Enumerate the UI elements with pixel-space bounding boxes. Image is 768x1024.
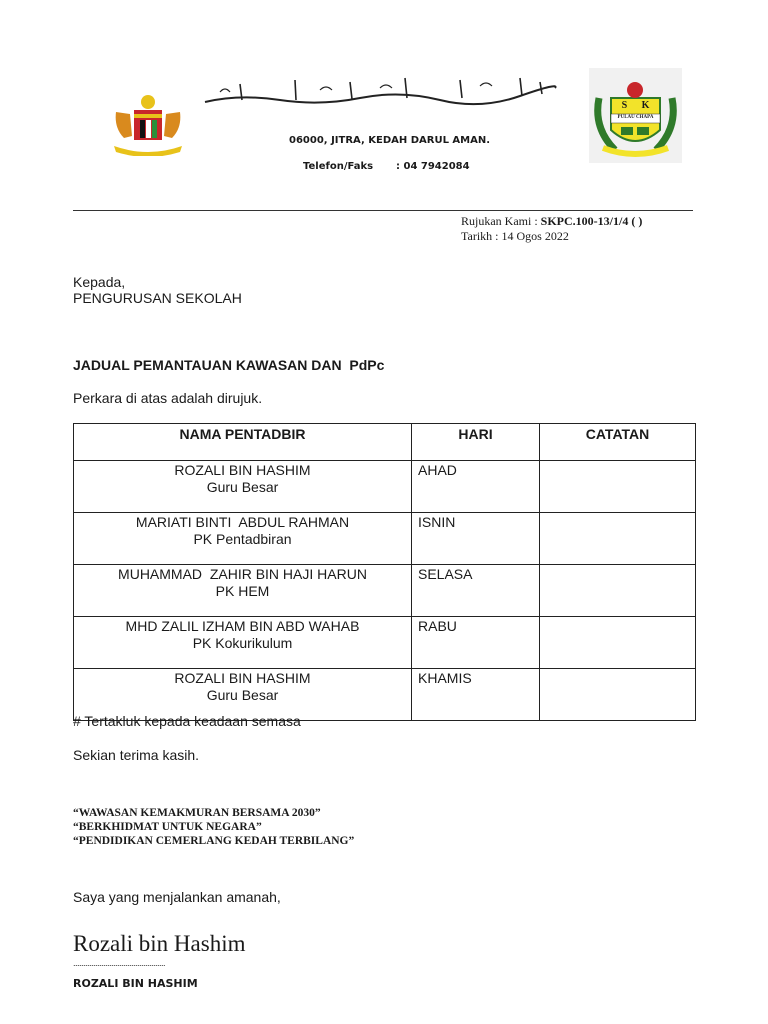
intro-text: Perkara di atas adalah dirujuk. <box>73 390 263 406</box>
admin-name: MARIATI BINTI ABDUL RAHMAN <box>135 514 350 530</box>
monitoring-schedule-table <box>73 423 696 721</box>
table-row <box>74 513 696 565</box>
sign-off: Saya yang menjalankan amanah, <box>73 889 281 905</box>
admin-name: MHD ZALIL IZHAM BIN ABD WAHAB <box>125 618 360 634</box>
phone-value: : 04 7942084 <box>396 161 470 172</box>
header-catatan: CATATAN <box>540 424 696 461</box>
admin-role: PK Kokurikulum <box>192 635 293 651</box>
malaysia-coat-of-arms-logo <box>110 92 186 156</box>
admin-cell <box>74 617 412 669</box>
table-row <box>74 617 696 669</box>
motto-line: “PENDIDIKAN CEMERLANG KEDAH TERBILANG” <box>73 835 355 847</box>
phone-label: Telefon/Faks <box>303 161 374 172</box>
admin-role: PK HEM <box>215 583 270 599</box>
signature: Rozali bin Hashim <box>73 931 246 956</box>
day-cell: ISNIN <box>412 513 540 565</box>
admin-name: MUHAMMAD ZAHIR BIN HAJI HARUN <box>118 566 367 582</box>
school-logo-initials: S K <box>621 100 650 111</box>
day-cell: SELASA <box>412 565 540 617</box>
reference-label: Rujukan Kami : <box>461 214 538 228</box>
reference-line <box>461 214 642 229</box>
admin-name: ROZALI BIN HASHIM <box>174 462 311 478</box>
reference-value: SKPC.100-13/1/4 ( ) <box>540 214 643 228</box>
day-cell: AHAD <box>412 461 540 513</box>
note-cell <box>540 669 696 721</box>
note-cell <box>540 565 696 617</box>
admin-cell <box>74 461 412 513</box>
table-row <box>74 565 696 617</box>
table-row <box>74 461 696 513</box>
mottos <box>73 806 354 848</box>
closing: Sekian terima kasih. <box>73 747 200 763</box>
motto-line: “BERKHIDMAT UNTUK NEGARA” <box>73 821 262 833</box>
note-cell <box>540 461 696 513</box>
school-crest-logo <box>589 68 682 163</box>
school-address: 06000, JITRA, KEDAH DARUL AMAN. <box>289 135 491 146</box>
day-cell: RABU <box>412 617 540 669</box>
admin-role: Guru Besar <box>206 687 279 703</box>
letter-title: JADUAL PEMANTAUAN KAWASAN DAN PdPc <box>73 357 385 373</box>
signature-dots: .............................................. <box>73 958 166 968</box>
header-nama-pentadbir: NAMA PENTADBIR <box>74 424 412 461</box>
motto-line: “WAWASAN KEMAKMURAN BERSAMA 2030” <box>73 807 321 819</box>
note-cell <box>540 617 696 669</box>
note-cell <box>540 513 696 565</box>
admin-role: PK Pentadbiran <box>193 531 292 547</box>
recipient: PENGURUSAN SEKOLAH <box>73 290 242 306</box>
day-cell: KHAMIS <box>412 669 540 721</box>
footnote: # Tertakluk kepada keadaan semasa <box>73 713 301 729</box>
admin-name: ROZALI BIN HASHIM <box>174 670 311 686</box>
signatory-name: ROZALI BIN HASHIM <box>73 977 198 990</box>
jawi-school-name-calligraphy <box>200 74 560 110</box>
header-hari: HARI <box>412 424 540 461</box>
salutation: Kepada, <box>73 274 126 290</box>
school-logo-name: PULAU CHAPA <box>617 115 654 120</box>
letter-date: Tarikh : 14 Ogos 2022 <box>461 229 569 243</box>
admin-role: Guru Besar <box>206 479 279 495</box>
table-header-row <box>74 424 696 461</box>
admin-cell <box>74 513 412 565</box>
admin-cell <box>74 565 412 617</box>
header-divider <box>73 210 693 211</box>
